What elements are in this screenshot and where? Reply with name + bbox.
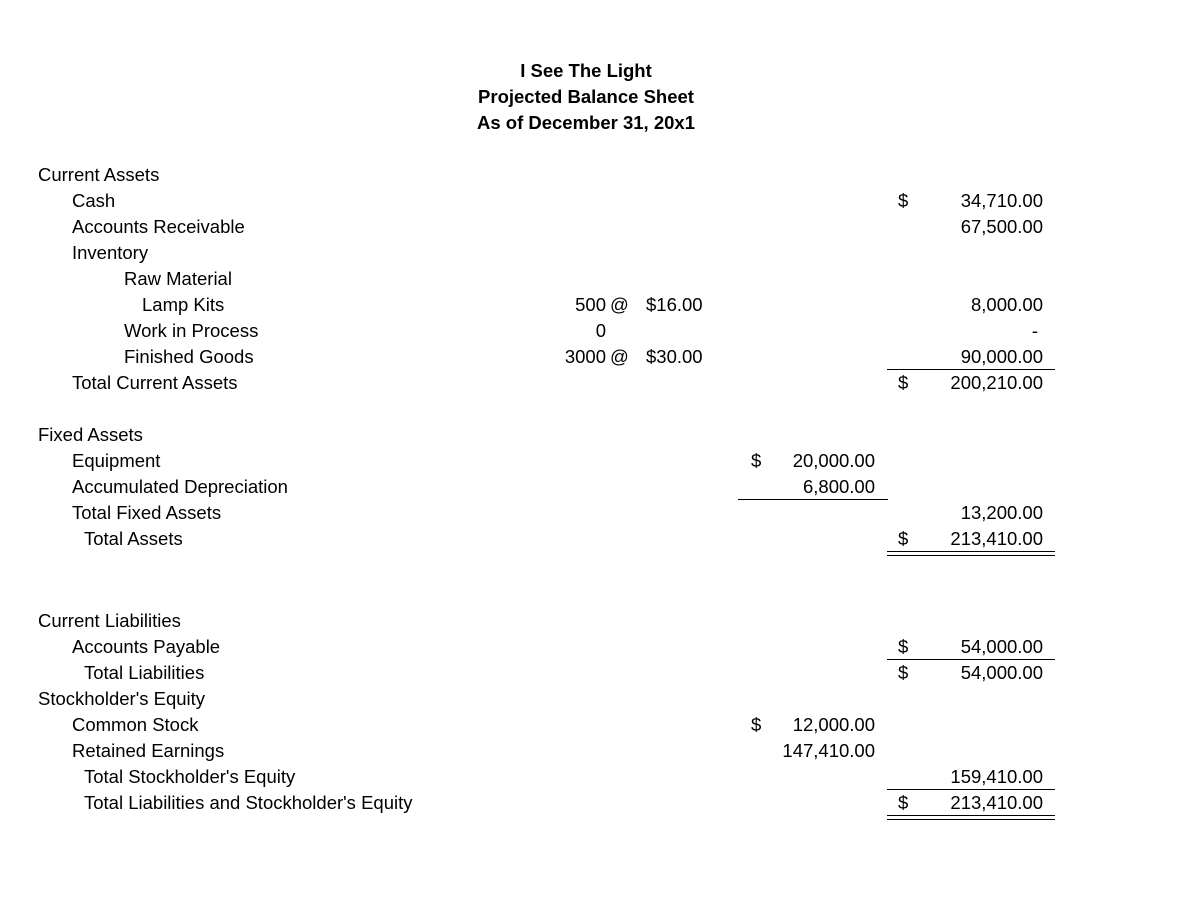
report-header [386,58,786,136]
row-label: Cash [72,190,116,211]
row-retained-earnings [0,738,1184,764]
currency-sign: $ [751,450,762,471]
row-label: Total Assets [84,528,183,549]
row-amount: 147,410.00 [782,740,875,761]
row-work-in-process [0,318,1184,344]
currency-sign: $ [898,528,909,549]
row-amount: 213,410.00 [950,792,1043,813]
row-quantity: 0 [595,320,606,341]
row-label: Accumulated Depreciation [72,476,288,497]
row-amount: 54,000.00 [960,636,1043,657]
company-name: I See The Light [520,60,652,81]
section-current-assets [0,162,1184,188]
currency-sign: $ [898,662,909,683]
row-label: Accounts Receivable [72,216,245,237]
row-label: Work in Process [124,320,259,341]
row-amount: - [1031,320,1038,341]
double-underline-bottom [887,819,1055,820]
double-underline-top [887,551,1055,552]
row-quantity: 500 [575,294,606,315]
row-label: Total Liabilities and Stockholder's Equity [84,792,413,813]
row-amount: 8,000.00 [970,294,1043,315]
section-fixed-assets [0,422,1184,448]
row-quantity: 3000 [564,346,606,367]
row-amount: 90,000.00 [960,346,1043,367]
currency-sign: $ [898,372,909,393]
row-label: Raw Material [124,268,232,289]
currency-sign: $ [898,190,909,211]
row-cash [0,188,1184,214]
double-underline-bottom [887,555,1055,556]
row-label: Retained Earnings [72,740,225,761]
row-at-sign: @ [610,294,629,315]
currency-sign: $ [751,714,762,735]
section-label: Fixed Assets [38,424,143,445]
row-accounts-receivable [0,214,1184,240]
row-amount: 12,000.00 [792,714,875,735]
row-label: Lamp Kits [142,294,225,315]
report-title: Projected Balance Sheet [478,86,694,107]
row-label: Total Current Assets [72,372,238,393]
row-label: Accounts Payable [72,636,221,657]
row-total-assets [0,526,1184,552]
row-at-sign: @ [610,346,629,367]
row-total-liabilities-and-equity [0,790,1184,816]
report-date: As of December 31, 20x1 [476,112,695,133]
row-lamp-kits [0,292,1184,318]
row-total-current-assets [0,370,1184,396]
row-total-stockholders-equity [0,764,1184,790]
row-total-fixed-assets [0,500,1184,526]
row-amount: 34,710.00 [960,190,1043,211]
row-label: Finished Goods [124,346,254,367]
section-current-liabilities [0,608,1184,634]
row-common-stock [0,712,1184,738]
section-stockholders-equity [0,686,1184,712]
row-finished-goods [0,344,1184,370]
row-amount: 213,410.00 [950,528,1043,549]
row-label: Total Stockholder's Equity [84,766,296,787]
row-amount: 20,000.00 [792,450,875,471]
row-label: Equipment [72,450,161,471]
row-amount: 67,500.00 [960,216,1043,237]
row-amount: 6,800.00 [802,476,875,497]
row-label: Common Stock [72,714,199,735]
section-label: Current Liabilities [38,610,181,631]
section-label: Stockholder's Equity [38,688,206,709]
row-unit-price: $30.00 [646,346,703,367]
row-accounts-payable [0,634,1184,660]
row-amount: 200,210.00 [950,372,1043,393]
row-label: Total Fixed Assets [72,502,222,523]
currency-sign: $ [898,636,909,657]
row-total-liabilities [0,660,1184,686]
row-label: Total Liabilities [84,662,205,683]
row-unit-price: $16.00 [646,294,703,315]
double-underline-top [887,815,1055,816]
row-raw-material [0,266,1184,292]
row-label: Inventory [72,242,149,263]
row-amount: 13,200.00 [960,502,1043,523]
row-amount: 159,410.00 [950,766,1043,787]
currency-sign: $ [898,792,909,813]
row-inventory [0,240,1184,266]
section-label: Current Assets [38,164,160,185]
row-equipment [0,448,1184,474]
row-accumulated-depreciation [0,474,1184,500]
row-amount: 54,000.00 [960,662,1043,683]
